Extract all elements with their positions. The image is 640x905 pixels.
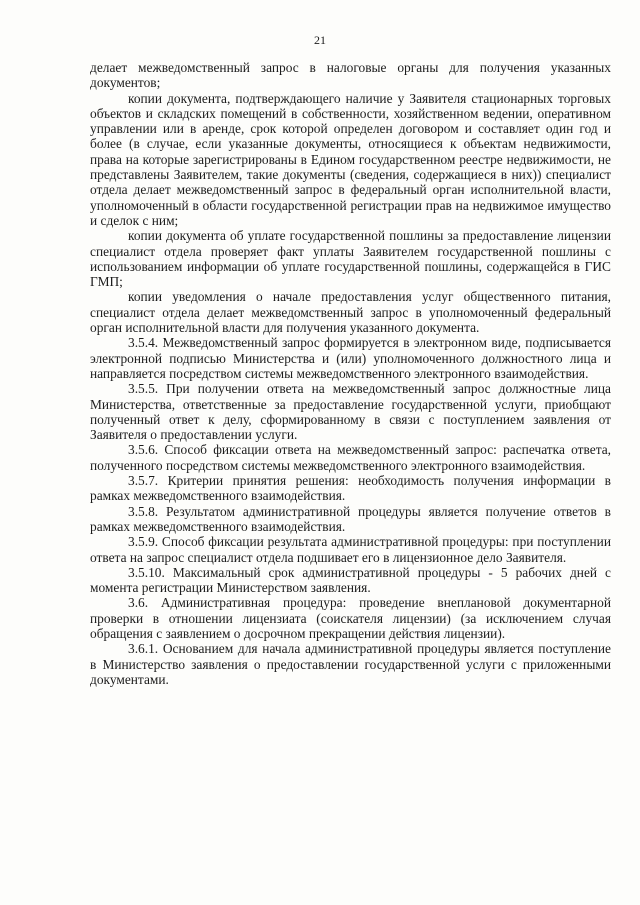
paragraph-ownership-documents: копии документа, подтверждающего наличие у Заявителя стационарных торговых объектов и складских помещений в собственности, хозяйственном ведении, оперативном управлении или в аренде, срок которой определен договором и составляет один год и более (в случае, если указанные документы, относящиеся к объектам недвижимости, права на которые зарегистрированы в Едином государственном реестре недвижимости, не представлены Заявителем, такие документы (сведения, содержащиеся в них)) специалист отдела делает межведомственный запрос в федеральный орган исполнительной власти, уполномоченный в области государственной регистрации прав на недвижимое имущество и сделок с ним; (90, 90, 611, 228)
page-body (90, 60, 611, 687)
paragraph-3-5-9: 3.5.9. Способ фиксации результата административной процедуры: при поступлении ответа на запрос специалист отдела подшивает его в лицензионное дело Заявителя. (90, 534, 611, 565)
paragraph-3-5-4: 3.5.4. Межведомственный запрос формируется в электронном виде, подписывается электронной подписью Министерства и (или) уполномоченного должностного лица и направляется посредством системы межведомственного электронного взаимодействия. (90, 335, 611, 381)
paragraph-3-6: 3.6. Административная процедура: проведение внеплановой документарной проверки в отношении лицензиата (соискателя лицензии) (за исключением случая обращения с заявлением о досрочном прекращении действия лицензии). (90, 595, 611, 641)
paragraph-3-6-1: 3.6.1. Основанием для начала административной процедуры является поступление в Министерство заявления о предоставлении государственной услуги с приложенными документами. (90, 641, 611, 687)
paragraph-3-5-5: 3.5.5. При получении ответа на межведомственный запрос должностные лица Министерства, ответственные за предоставление государственной услуги, приобщают полученный ответ к делу, сформированному в связи с поступлением заявления от Заявителя о предоставлении услуги. (90, 381, 611, 443)
page-number: 21 (314, 33, 326, 47)
paragraph-3-5-10: 3.5.10. Максимальный срок административной процедуры - 5 рабочих дней с момента регистрации Министерством заявления. (90, 564, 611, 596)
paragraph-state-fee: копии документа об уплате государственной пошлины за предоставление лицензии специалист отдела проверяет факт уплаты Заявителем государственной пошлины с использованием информации об уплате государственной пошлины, содержащейся в ГИС ГМП; (90, 228, 611, 290)
paragraph-3-5-6: 3.5.6. Способ фиксации ответа на межведомственный запрос: распечатка ответа, полученного посредством системы межведомственного электронного взаимодействия. (90, 442, 611, 473)
paragraph-3-5-8: 3.5.8. Результатом административной процедуры является получение ответов в рамках межведомственного взаимодействия. (90, 503, 611, 534)
paragraph-3-5-7: 3.5.7. Критерии принятия решения: необходимость получения информации в рамках межведомственного взаимодействия. (90, 473, 611, 504)
paragraph-continuation: делает межведомственный запрос в налоговые органы для получения указанных документов; (90, 60, 611, 91)
paragraph-catering-notice: копии уведомления о начале предоставления услуг общественного питания, специалист отдела делает межведомственный запрос в уполномоченный федеральный орган исполнительной власти для получения указанного документа. (90, 289, 611, 336)
